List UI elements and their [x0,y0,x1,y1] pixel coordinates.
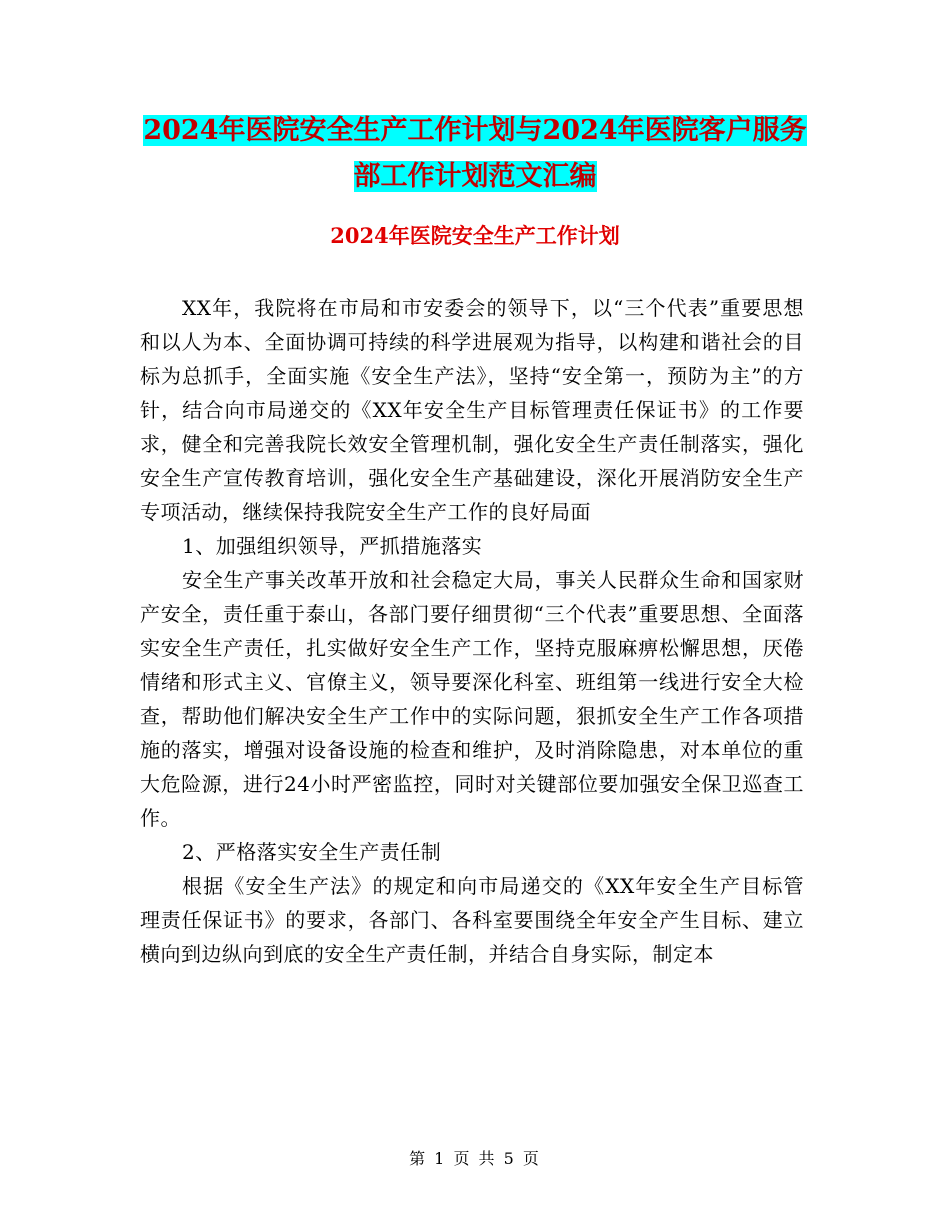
title-line-1: 2024年医院安全生产工作计划与2024年医院客户服务 [143,115,807,146]
section-title: 2024年医院安全生产工作计划 [330,223,620,248]
heading-item-2: 2、严格落实安全生产责任制 [182,840,442,864]
paragraph-intro: XX年，我院将在市局和市安委会的领导下，以“三个代表”重要思想和以人为本、全面协调可持续的科学进展观为指导，以构建和谐社会的目标为总抓手，全面实施《安全生产法》，坚持“安全第一，预防为主”的方针，结合向市局递交的《XX年安全生产目标管理责任保证书》的工作要求，健全和完善我院长效安全管理机制，强化安全生产责任制落实，强化安全生产宣传教育培训，强化安全生产基础建设，深化开展消防安全生产专项活动，继续保持我院安全生产工作的良好局面 [140,296,804,524]
document-title [140,108,810,200]
page-number-footer: 第 1 页 共 5 页 [409,1149,541,1168]
heading-item-1: 1、加强组织领导，严抓措施落实 [182,534,483,558]
title-line-2: 部工作计划范文汇编 [353,161,597,192]
document-body [140,291,804,971]
paragraph-item-2: 根据《安全生产法》的规定和向市局递交的《XX年安全生产目标管理责任保证书》的要求，各部门、各科室要围绕全年安全产生目标、建立横向到边纵向到底的安全生产责任制，并结合自身实际，制定本 [140,874,804,966]
paragraph-item-1: 安全生产事关改革开放和社会稳定大局，事关人民群众生命和国家财产安全，责任重于泰山，各部门要仔细贯彻“三个代表”重要思想、全面落实安全生产责任，扎实做好安全生产工作，坚持克服麻痹松懈思想，厌倦情绪和形式主义、官僚主义，领导要深化科室、班组第一线进行安全大检查，帮助他们解决安全生产工作中的实际问题，狠抓安全生产工作各项措施的落实，增强对设备设施的检查和维护，及时消除隐患，对本单位的重大危险源，进行24小时严密监控，同时对关键部位要加强安全保卫巡查工作。 [140,568,804,830]
